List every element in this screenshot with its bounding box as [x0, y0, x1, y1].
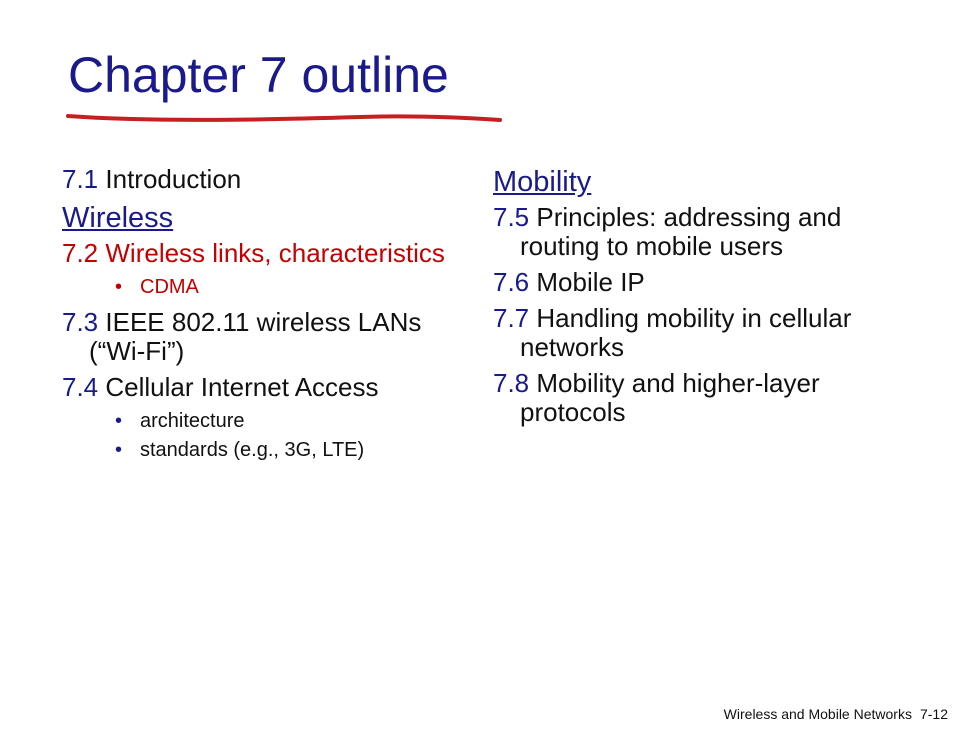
footer-label: Wireless and Mobile Networks [723, 706, 912, 722]
item-number: 7.7 [493, 303, 530, 333]
item-number: 7.3 [62, 307, 99, 337]
item-number: 7.6 [493, 267, 530, 297]
outline-item-7-4 [62, 373, 472, 402]
title-underline-stroke [60, 108, 510, 128]
item-text: Introduction [98, 164, 242, 194]
outline-item-7-3 [62, 308, 472, 366]
slide-footer [724, 706, 948, 722]
bullet-glyph: • [115, 276, 123, 298]
outline-item-7-7 [493, 304, 923, 362]
sub-list-item [62, 436, 472, 465]
outline-item-7-1 [62, 165, 472, 194]
item-text: Mobile IP [529, 267, 645, 297]
outline-item-7-8 [493, 369, 923, 427]
outline-item-7-5 [493, 203, 923, 261]
item-number: 7.8 [493, 368, 530, 398]
bullet-glyph: • [115, 439, 123, 461]
item-text: IEEE 802.11 wireless LANs (“Wi-Fi”) [89, 307, 422, 366]
sub-item-text: architecture [140, 410, 245, 432]
outline-item-7-2 [62, 239, 472, 268]
right-column [493, 165, 923, 434]
item-text: Cellular Internet Access [98, 372, 379, 402]
sub-list-item [62, 407, 472, 436]
item-number: 7.5 [493, 202, 530, 232]
outline-item-7-6 [493, 268, 923, 297]
item-number: 7.2 [62, 238, 99, 268]
sub-list-7-4 [62, 407, 472, 465]
slide-title: Chapter 7 outline [68, 47, 449, 103]
sub-item-text: CDMA [140, 276, 199, 298]
sub-list-item [62, 273, 472, 302]
section-heading-mobility: Mobility [493, 166, 592, 198]
item-number: 7.4 [62, 372, 99, 402]
sub-list-7-2 [62, 273, 472, 302]
item-text: Wireless links, characteristics [98, 238, 445, 268]
item-text: Principles: addressing and routing to mobile users [520, 202, 842, 261]
page-number: 7-12 [919, 706, 948, 722]
item-text: Mobility and higher-layer protocols [520, 368, 820, 427]
item-text: Handling mobility in cellular networks [520, 303, 852, 362]
left-column [62, 165, 472, 471]
sub-item-text: standards (e.g., 3G, LTE) [140, 439, 365, 461]
item-number: 7.1 [62, 164, 99, 194]
section-heading-wireless: Wireless [62, 202, 174, 234]
bullet-glyph: • [115, 410, 123, 432]
